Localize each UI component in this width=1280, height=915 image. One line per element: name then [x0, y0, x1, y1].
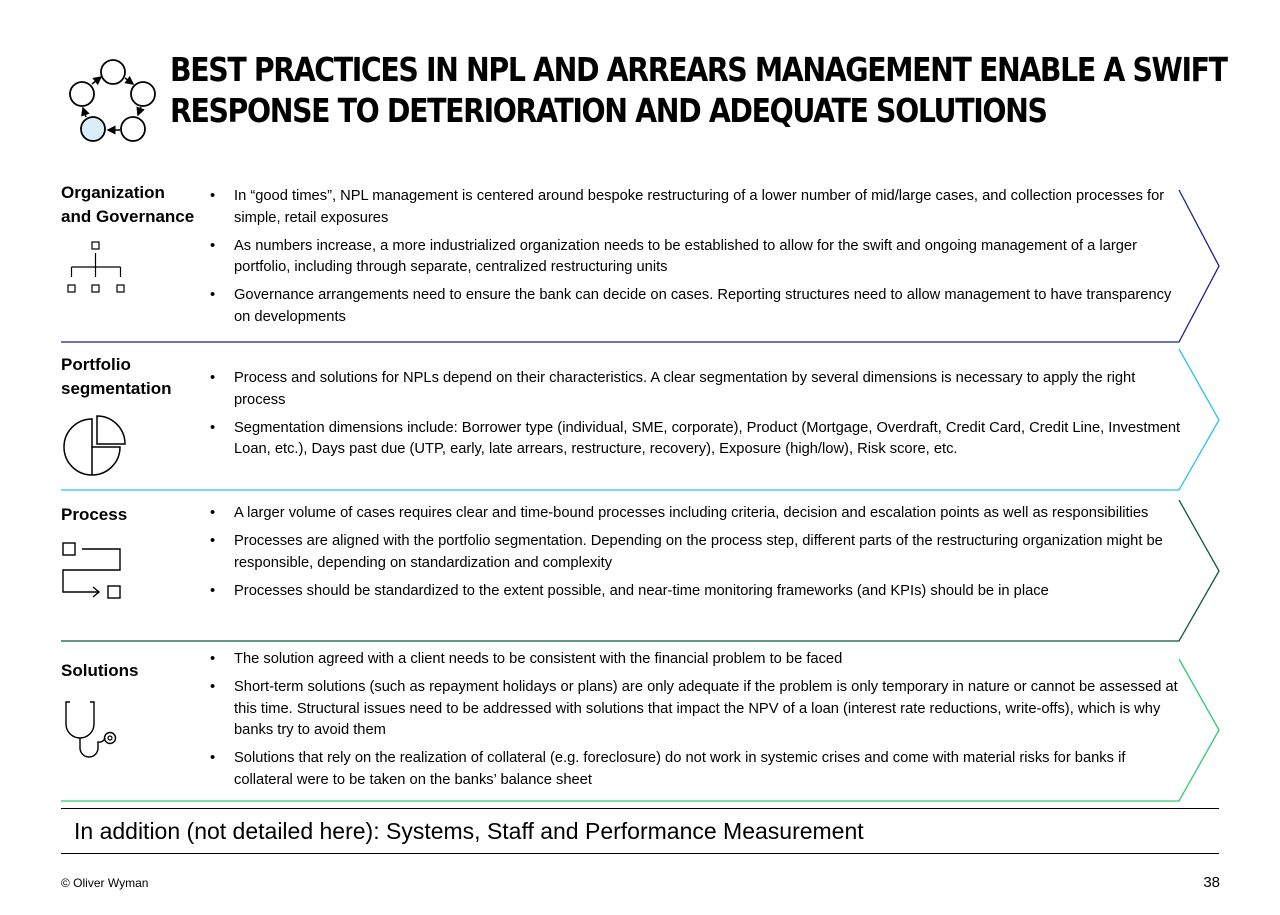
bullet-list: [208, 503, 1183, 609]
cycle-arrows-icon: [62, 52, 162, 148]
addition-note: In addition (not detailed here): Systems, Staff and Performance Measurement: [74, 818, 864, 844]
bullet-list: [208, 368, 1183, 467]
copyright-text: © Oliver Wyman: [61, 876, 149, 890]
section-label: Portfolio segmentation: [61, 355, 172, 398]
title-line-1: BEST PRACTICES IN NPL AND ARREARS MANAGEMENT ENABLE A SWIFT: [170, 50, 1227, 89]
divider-top: [61, 808, 1219, 809]
bullet-item: • Processes should be standardized to the extent possible, and near-time monitoring frameworks (and KPIs) should be in place: [208, 581, 1183, 603]
bullet-item: • Short-term solutions (such as repayment holidays or plans) are only adequate if the problem is only temporary in nature or cannot be assessed at this time. Structural issues need to be addressed with solutions that impact the NPV of a loan (interest rate reductions, write-offs), which is why banks try to avoid them: [208, 677, 1183, 742]
divider-bottom: [61, 853, 1219, 854]
section-label: Solutions: [61, 661, 139, 680]
section-label: Process: [61, 505, 128, 524]
pie-chart-icon: [62, 413, 132, 477]
stethoscope-icon: [62, 698, 132, 762]
page-number: 38: [1203, 874, 1220, 891]
bullet-item: • As numbers increase, a more industrialized organization needs to be established to allow for the swift and ongoing management of a larger portfolio, including through separate, centralized restructuring units: [208, 236, 1183, 279]
page-title: [170, 49, 1227, 131]
process-flow-icon: [62, 540, 132, 604]
bullet-item: • Processes are aligned with the portfolio segmentation. Depending on the process step, different parts of the restructuring organization might be responsible, depending on standardization and complexity: [208, 531, 1183, 574]
org-chart-icon: [62, 239, 132, 295]
bullet-item: • Segmentation dimensions include: Borrower type (individual, SME, corporate), Product (Mortgage, Overdraft, Credit Card, Credit Line, Investment Loan, etc.), Days past due (UTP, early, late arrears, restructure, recovery), Exposure (high/low), Risk score, etc.: [208, 418, 1183, 461]
bullet-item: • The solution agreed with a client needs to be consistent with the financial problem to be faced: [208, 649, 1183, 671]
bullet-item: • A larger volume of cases requires clear and time-bound processes including criteria, decision and escalation points as well as responsibilities: [208, 503, 1183, 525]
bullet-list: [208, 186, 1183, 335]
bullet-item: • In “good times”, NPL management is centered around bespoke restructuring of a lower number of mid/large cases, and collection processes for simple, retail exposures: [208, 186, 1183, 229]
bullet-list: [208, 649, 1183, 798]
title-line-2: RESPONSE TO DETERIORATION AND ADEQUATE SOLUTIONS: [170, 91, 1047, 130]
bullet-item: • Governance arrangements need to ensure the bank can decide on cases. Reporting structures need to allow management to have transparency on developments: [208, 285, 1183, 328]
bullet-item: • Process and solutions for NPLs depend on their characteristics. A clear segmentation by several dimensions is necessary to apply the right process: [208, 368, 1183, 411]
bullet-item: • Solutions that rely on the realization of collateral (e.g. foreclosure) do not work in systemic crises and come with material risks for banks if collateral were to be taken on the banks’ balance sheet: [208, 748, 1183, 791]
section-label: Organization and Governance: [61, 183, 195, 226]
